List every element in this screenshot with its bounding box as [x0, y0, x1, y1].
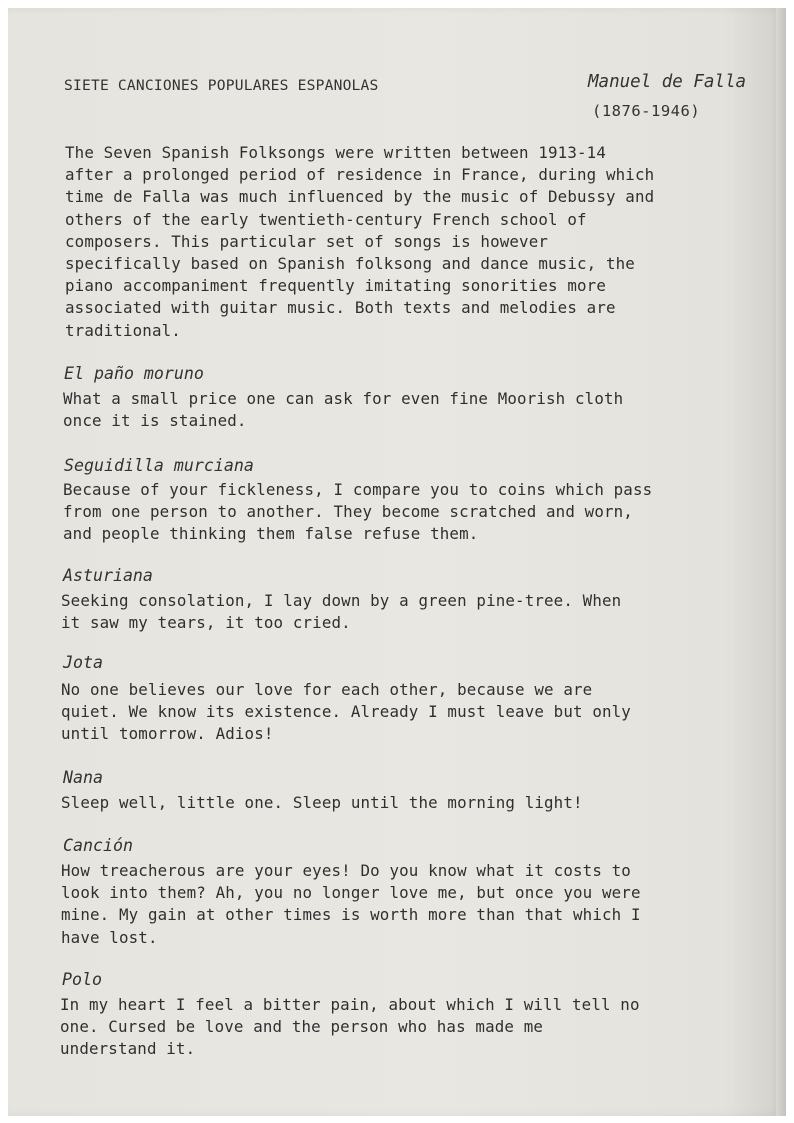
song-line: In my heart I feel a bitter pain, about which I will tell no	[60, 995, 640, 1014]
song-text-asturiana	[61, 590, 773, 634]
intro-line: associated with guitar music. Both texts and melodies are	[65, 298, 616, 318]
song-line: Because of your fickleness, I compare you to coins which pass	[63, 480, 653, 499]
song-text-nana	[61, 792, 773, 814]
intro-line: time de Falla was much influenced by the music of Debussy and	[65, 187, 655, 207]
intro-line: The Seven Spanish Folksongs were written between 1913-14	[65, 143, 606, 162]
song-line: until tomorrow. Adios!	[61, 724, 274, 744]
song-title-seguidilla-murciana: Seguidilla murciana	[64, 456, 254, 475]
song-line: How treacherous are your eyes! Do you know what it costs to	[61, 861, 631, 880]
song-title-polo: Polo	[62, 970, 102, 989]
song-title-el-pano-moruno: El paño moruno	[64, 364, 204, 383]
song-title-nana: Nana	[63, 768, 103, 787]
song-line: and people thinking them false refuse them.	[63, 524, 479, 544]
intro-line: others of the early twentieth-century French school of	[65, 209, 587, 229]
song-line: once it is stained.	[63, 411, 247, 431]
intro-paragraph	[65, 142, 777, 342]
paper-edge	[776, 8, 786, 1116]
song-line: from one person to another. They become scratched and worn,	[63, 502, 633, 522]
song-line: quiet. We know its existence. Already I must leave but only	[61, 702, 631, 722]
song-line: Seeking consolation, I lay down by a green pine-tree. When	[61, 591, 622, 610]
paper-sheet	[8, 8, 786, 1116]
song-line: look into them? Ah, you no longer love me, but once you were	[61, 883, 641, 903]
song-text-el-pano-moruno	[63, 388, 775, 432]
intro-line: specifically based on Spanish folksong and dance music, the	[65, 254, 635, 274]
composer-dates: (1876-1946)	[592, 102, 701, 120]
intro-line: piano accompaniment frequently imitating sonorities more	[65, 276, 606, 296]
song-line: mine. My gain at other times is worth more than that which I	[61, 905, 641, 925]
song-line: No one believes our love for each other, because we are	[61, 680, 593, 699]
song-line: one. Cursed be love and the person who has made me	[60, 1017, 544, 1037]
song-text-polo	[60, 994, 772, 1061]
song-title-jota: Jota	[63, 653, 103, 672]
intro-line: after a prolonged period of residence in France, during which	[65, 165, 655, 185]
song-text-seguidilla-murciana	[63, 479, 775, 546]
song-title-asturiana: Asturiana	[63, 566, 153, 585]
song-line: it saw my tears, it too cried.	[61, 613, 351, 633]
document-title: SIETE CANCIONES POPULARES ESPANOLAS	[64, 77, 379, 94]
song-line: have lost.	[61, 927, 158, 947]
song-text-cancion	[61, 860, 773, 949]
song-title-cancion: Canción	[63, 836, 133, 855]
composer-name: Manuel de Falla	[588, 72, 747, 92]
intro-line: composers. This particular set of songs is however	[65, 231, 549, 251]
song-line: What a small price one can ask for even fine Moorish cloth	[63, 389, 624, 408]
intro-line: traditional.	[65, 320, 181, 340]
song-line: understand it.	[60, 1039, 196, 1059]
song-line: Sleep well, little one. Sleep until the morning light!	[61, 793, 583, 812]
song-text-jota	[61, 679, 773, 746]
